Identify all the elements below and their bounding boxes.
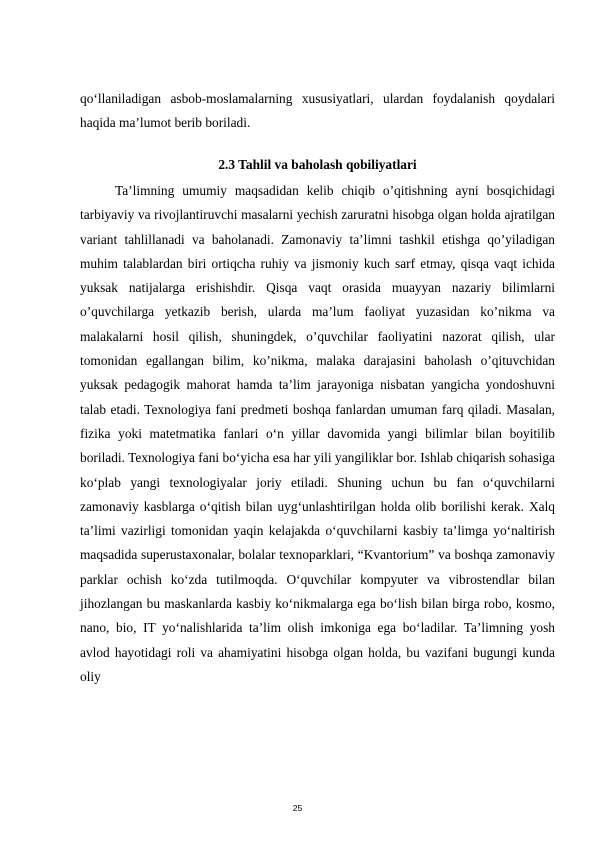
body-paragraph: Ta’limning umumiy maqsadidan kelib chiqib o’qitishning ayni bosqichidagi tarbiyaviy va rivojlantiruvchi masalarni yechish zaruratni hisobga olgan holda ajratilgan variant tahlillanadi va baholanadi. Zamonaviy ta’limni tashkil etishga qo’yiladigan muhim talablardan biri ortiqcha ruhiy va jismoniy kuch sarf etmay, qisqa vaqt ichida yuksak natijalarga erishishdir. Qisqa vaqt orasida muayyan nazariy bilimlarni o’quvchilarga yetkazib berish, ularda ma’lum faoliyat yuzasidan ko’nikma va malakalarni hosil qilish, shuningdek, o’quvchilar faoliyatini nazorat qilish, ular tomonidan egallangan bilim, ko’nikma, malaka darajasini baholash o’qituvchidan yuksak pedagogik mahorat hamda ta’lim jarayoniga nisbatan yangicha yondoshuvni talab etadi. Texnologiya fani predmeti boshqa fanlardan umuman farq qiladi. Masalan, fizika yoki matetmatika fanlari o‘n yillar davomida yangi bilimlar bilan boyitilib boriladi. Texnologiya fani bo‘yicha esa har yili yangiliklar bor. Ishlab chiqarish sohasiga ko‘plab yangi texnologiyalar joriy etiladi. Shuning uchun bu fan o‘quvchilarni zamonaviy kasblarga o‘qitish bilan uyg‘unlashtirilgan holda olib borilishi kerak. Xalq ta’limi vazirligi tomonidan yaqin kelajakda o‘quvchilarni kasbiy ta’limga yo‘naltirish maqsadida superustaxonalar, bolalar texnoparklari, “Kvantorium” va boshqa zamonaviy parklar ochish ko‘zda tutilmoqda. O‘quvchilar kompyuter va vibrostendlar bilan jihozlangan bu maskanlarda kasbiy ko‘nikmalarga ega bo‘lish bilan birga robo, kosmo, nano, bio, IT yo‘nalishlarida ta’lim olish imkoniga ega bo‘ladilar. Ta’limning yosh avlod hayotidagi roli va ahamiyatini hisobga olgan holda, bu vazifani bugungi kunda oliy <box>80 183 555 684</box>
page-number: 25 <box>292 803 303 813</box>
section-heading: 2.3 Tahlil va baholash qobiliyatlari <box>218 157 417 172</box>
intro-paragraph: qo‘llaniladigan asbob-moslamalarning xususiyatlari, ulardan foydalanish qoydalari haqida ma’lumot berib boriladi. <box>80 91 555 131</box>
